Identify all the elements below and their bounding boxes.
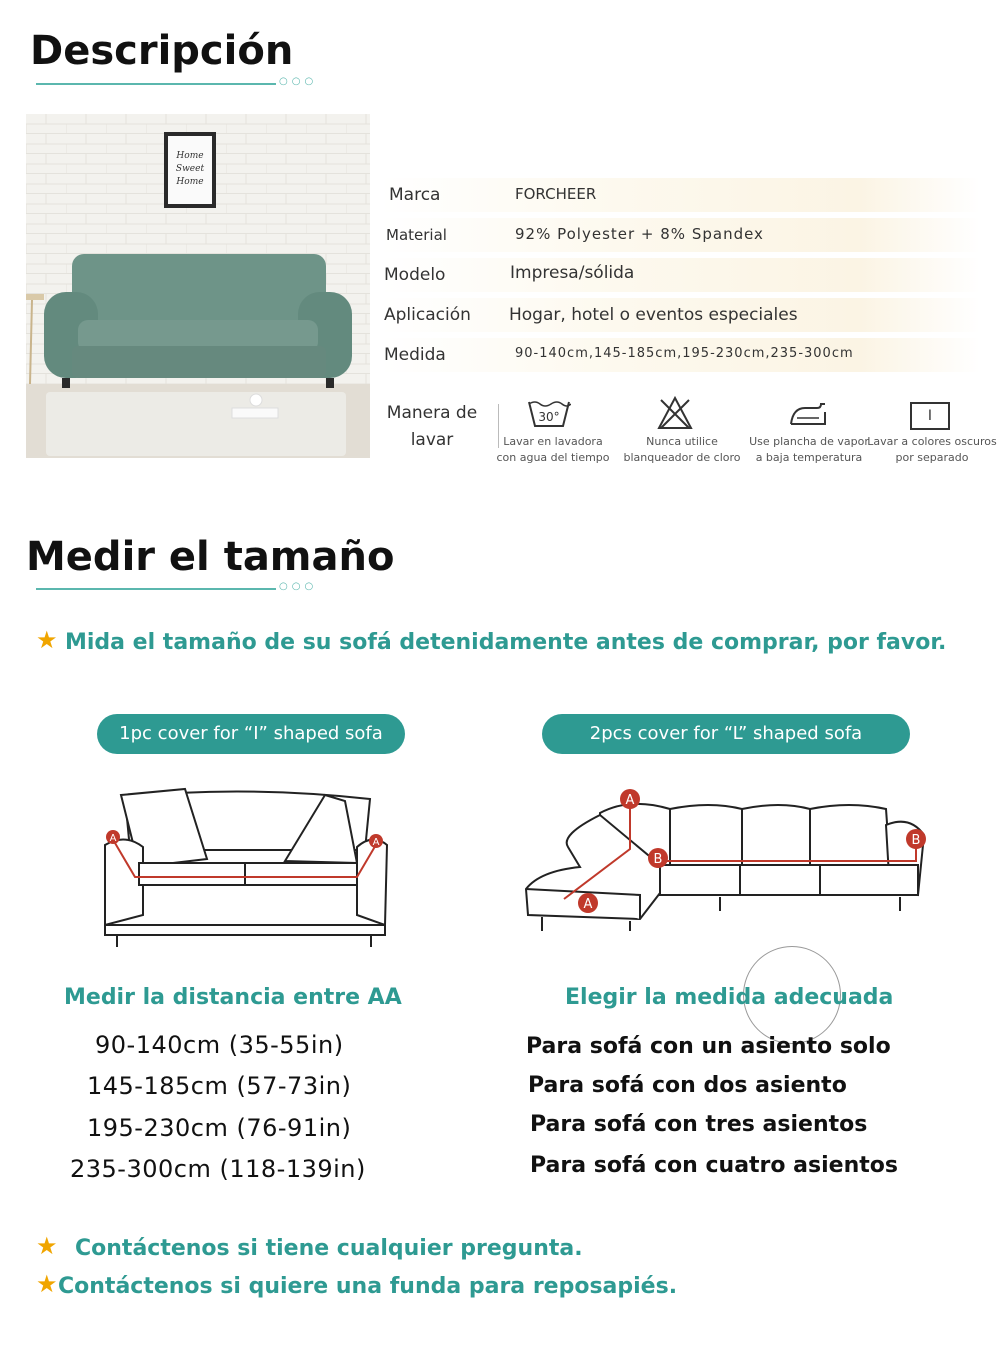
size-range: 145-185cm (57-73in) [87, 1072, 352, 1100]
star-icon: ★ [36, 1270, 58, 1298]
iron-icon [787, 400, 829, 428]
spec-row-size [380, 338, 980, 372]
star-icon: ★ [36, 626, 58, 654]
care-caption [612, 434, 752, 466]
wash-temp-label: 30° [538, 410, 560, 424]
size-range: 195-230cm (76-91in) [87, 1114, 352, 1142]
marker-a-label: A [583, 897, 593, 912]
size-range: 90-140cm (35-55in) [95, 1031, 344, 1059]
frame-text-2: Sweet [175, 164, 205, 174]
sofa-type: Para sofá con un asiento solo [526, 1034, 891, 1059]
marker-b-label: B [653, 852, 663, 867]
spec-label: Material [386, 226, 447, 244]
i-shape-pill: 1pc cover for “I” shaped sofa [97, 714, 405, 754]
frame-text-1: Home [176, 151, 204, 161]
contact-note-1: Contáctenos si tiene cualquier pregunta. [75, 1236, 583, 1261]
spec-label: Medida [384, 345, 446, 365]
title-dots: ○○○ [279, 76, 318, 87]
star-icon: ★ [36, 1232, 58, 1260]
sofa-photo-illustration [26, 114, 370, 458]
l-shaped-sofa-drawing [520, 785, 940, 935]
title-underline [36, 588, 276, 590]
sofa-type: Para sofá con cuatro asientos [530, 1153, 898, 1178]
contact-note-2: Contáctenos si quiere una funda para reposapiés. [58, 1274, 678, 1299]
measure-title: Medir el tamaño [26, 534, 395, 580]
sofa-type: Para sofá con tres asientos [530, 1112, 868, 1137]
frame-text-3: Home [176, 177, 204, 187]
care-caption [739, 434, 879, 466]
spec-value: 92% Polyester + 8% Spandex [515, 225, 764, 243]
spec-row-brand [380, 178, 980, 212]
marker-a-label: A [372, 837, 380, 848]
care-label-line2: lavar [410, 430, 454, 450]
measure-tip: Mida el tamaño de su sofá detenidamente antes de comprar, por favor. [65, 630, 947, 655]
description-title: Descripción [30, 28, 294, 74]
spec-label: Marca [389, 185, 441, 205]
spec-value: Hogar, hotel o eventos especiales [509, 305, 798, 325]
spec-value: FORCHEER [515, 185, 597, 203]
care-caption [483, 434, 623, 466]
spec-value: 90-140cm,145-185cm,195-230cm,235-300cm [515, 346, 854, 361]
sofa-type: Para sofá con dos asiento [528, 1073, 847, 1098]
marker-a-label: A [625, 793, 635, 808]
spec-row-material [380, 218, 980, 252]
care-caption-line: Lavar en lavadora [503, 435, 603, 448]
product-photo [26, 114, 370, 458]
care-caption-line: Lavar a colores oscuros [867, 435, 997, 448]
wash-30-icon [527, 398, 571, 430]
care-caption-line: Nunca utilice [646, 435, 718, 448]
care-caption-line: Use plancha de vapor [749, 435, 869, 448]
title-underline [36, 83, 276, 85]
l-shape-pill: 2pcs cover for “L” shaped sofa [542, 714, 910, 754]
spec-row-model [380, 258, 980, 292]
no-bleach-icon [657, 396, 693, 430]
size-range: 235-300cm (118-139in) [70, 1155, 366, 1183]
spec-row-application [380, 298, 980, 332]
spec-label: Modelo [384, 265, 446, 285]
separate-wash-icon: I [910, 402, 950, 430]
care-caption-line: a baja temperatura [755, 451, 863, 464]
care-caption [862, 434, 1000, 466]
care-caption-line: por separado [895, 451, 969, 464]
care-label-line1: Manera de [386, 403, 478, 423]
care-caption-line: blanqueador de cloro [623, 451, 741, 464]
care-caption-line: con agua del tiempo [496, 451, 610, 464]
marker-b-label: B [911, 833, 921, 848]
measure-left-heading: Medir la distancia entre AA [64, 985, 402, 1010]
measure-right-heading: Elegir la medida adecuada [565, 985, 894, 1010]
spec-value: Impresa/sólida [510, 263, 635, 283]
care-label [380, 400, 484, 454]
spec-label: Aplicación [384, 305, 471, 325]
marker-a-label: A [109, 833, 117, 844]
i-shaped-sofa-drawing [95, 785, 395, 955]
title-dots: ○○○ [279, 581, 318, 592]
